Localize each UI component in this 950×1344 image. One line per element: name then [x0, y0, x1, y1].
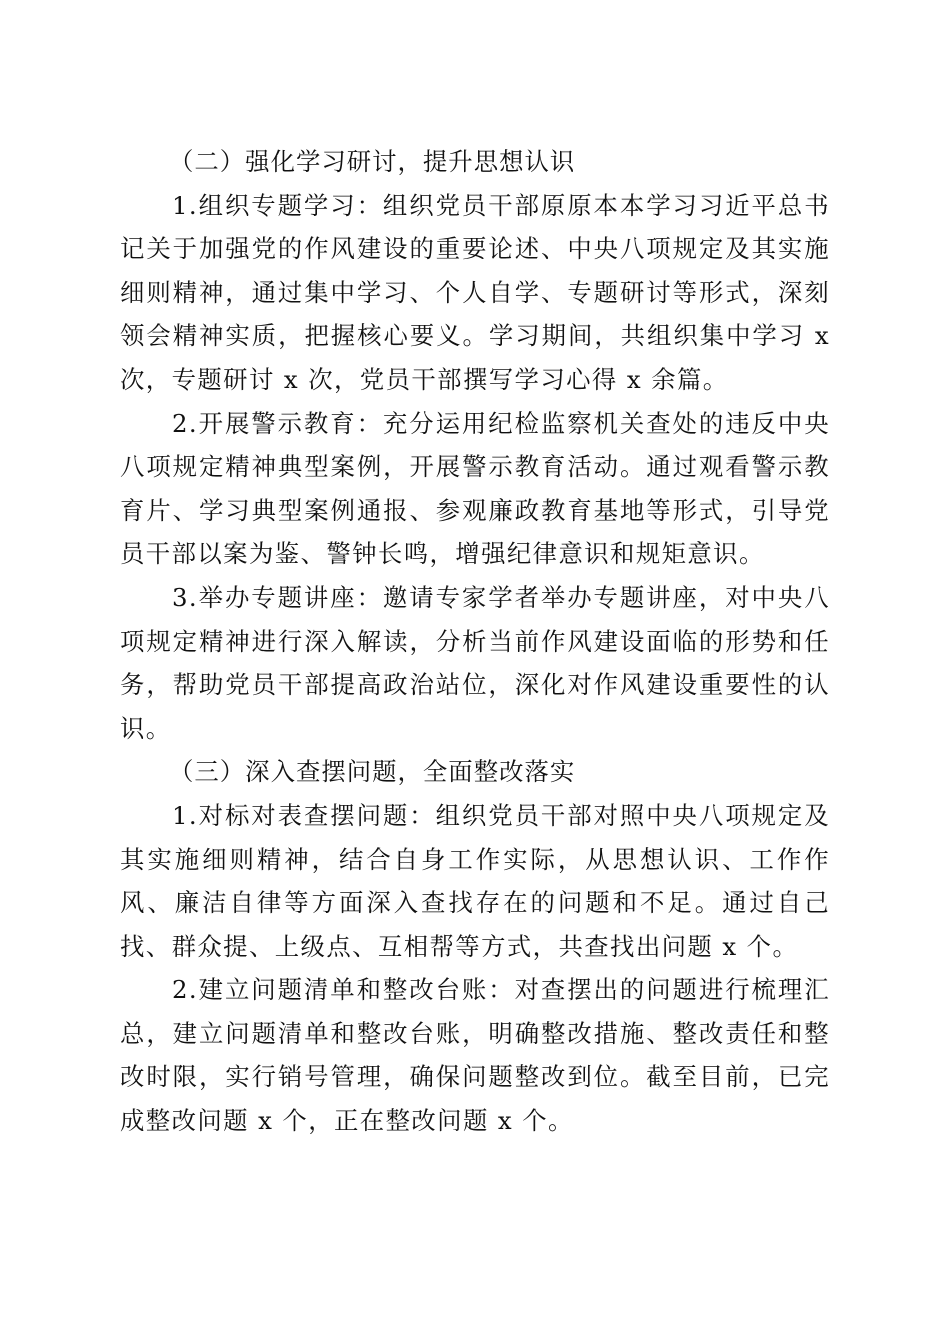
paragraph-problem-list: 2.建立问题清单和整改台账：对查摆出的问题进行梳理汇总，建立问题清单和整改台账，明确整改措施、整改责任和整改时限，实行销号管理，确保问题整改到位。截至目前，已完成整改问题 x 个，正在整改问题 x 个。	[120, 975, 830, 1136]
section-heading-problems: （三）深入查摆问题，全面整改落实	[169, 757, 576, 787]
paragraph-lecture: 3.举办专题讲座：邀请专家学者举办专题讲座，对中央八项规定精神进行深入解读，分析当前作风建设面临的形势和任务，帮助党员干部提高政治站位，深化对作风建设重要性的认识。	[120, 582, 830, 743]
paragraph-study-organize: 1.组织专题学习：组织党员干部原原本本学习习近平总书记关于加强党的作风建设的重要论述、中央八项规定及其实施细则精神，通过集中学习、个人自学、专题研讨等形式，深刻领会精神实质，把握核心要义。学习期间，共组织集中学习 x次，专题研讨 x 次，党员干部撰写学习心得 x 余篇。	[120, 190, 830, 394]
document-page	[120, 140, 830, 1143]
section-heading-study: （二）强化学习研讨，提升思想认识	[169, 147, 576, 176]
paragraph-find-problems: 1.对标对表查摆问题：组织党员干部对照中央八项规定及其实施细则精神，结合自身工作实际，从思想认识、工作作风、廉洁自律等方面深入查找存在的问题和不足。通过自己找、群众提、上级点、互相帮等方式，共查找出问题 x 个。	[120, 800, 830, 961]
paragraph-warning-education: 2.开展警示教育：充分运用纪检监察机关查处的违反中央八项规定精神典型案例，开展警示教育活动。通过观看警示教育片、学习典型案例通报、参观廉政教育基地等形式，引导党员干部以案为鉴、警钟长鸣，增强纪律意识和规矩意识。	[120, 408, 830, 569]
